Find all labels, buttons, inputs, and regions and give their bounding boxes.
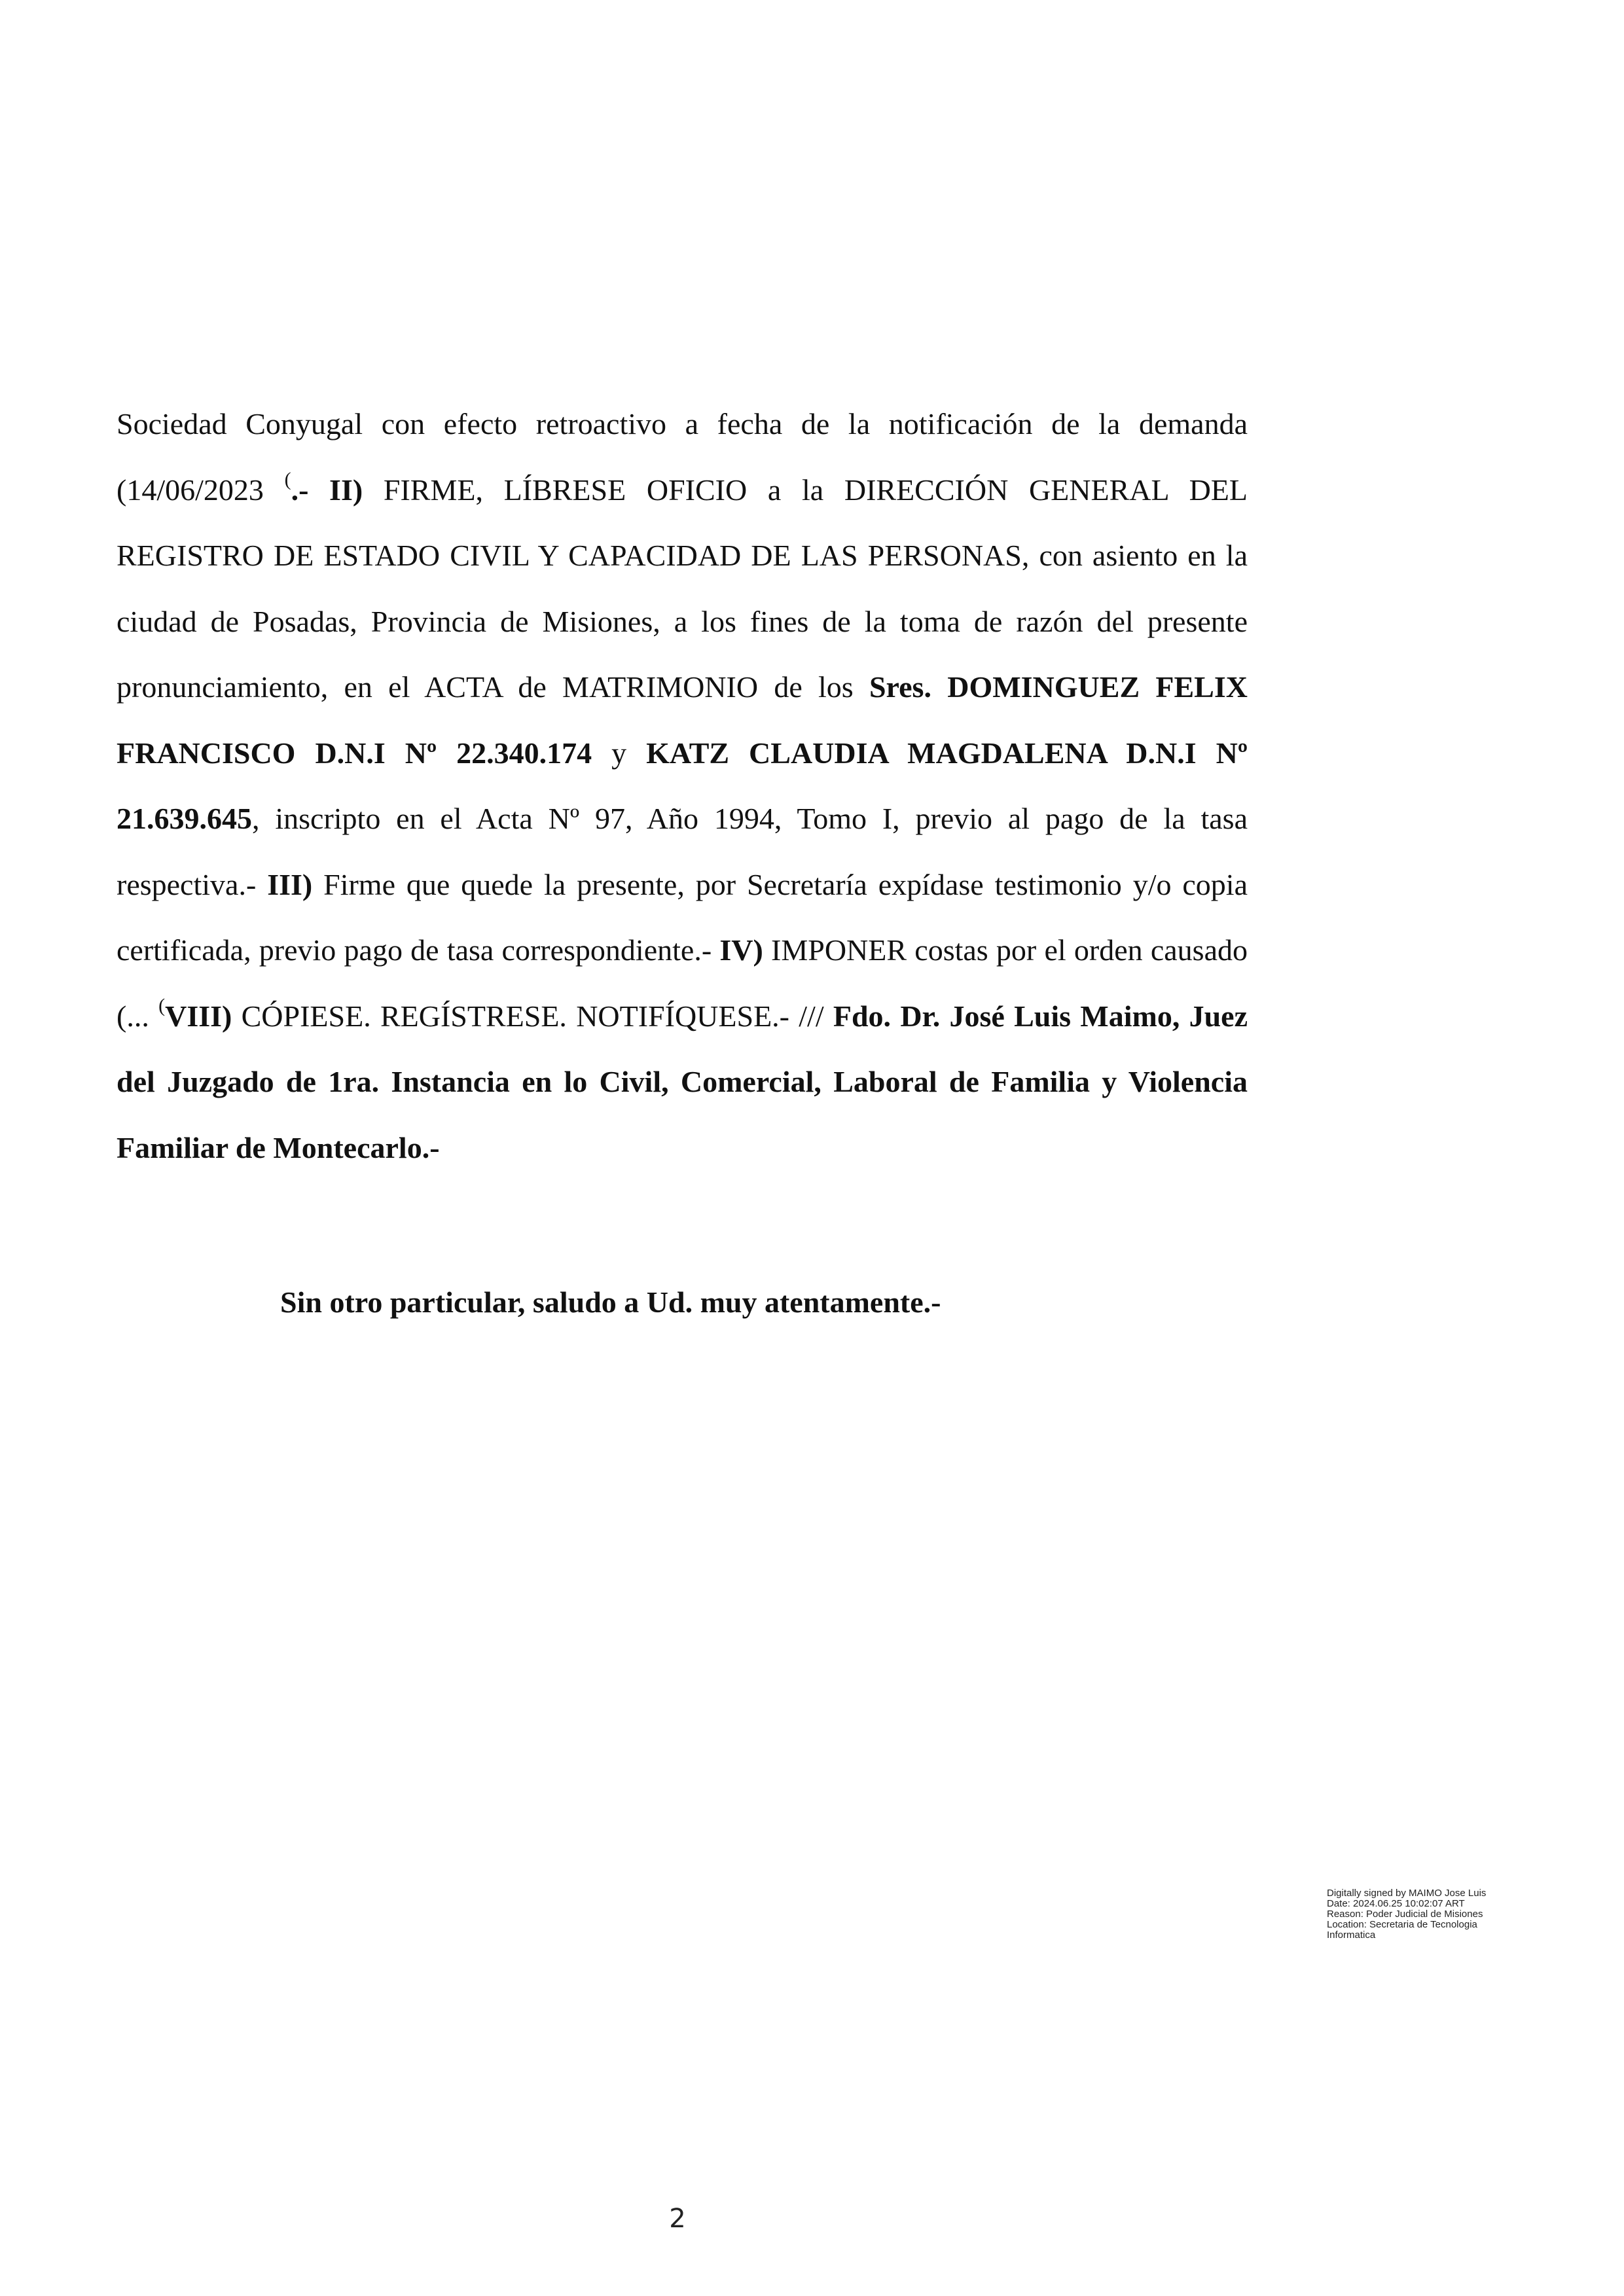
signature-date: Date: 2024.06.25 10:02:07 ART (1327, 1898, 1465, 1909)
footnote-parenthesis: ( (284, 468, 291, 490)
closing-line: Sin otro particular, saludo a Ud. muy atentamente.- (280, 1285, 941, 1319)
signature-reason: Reason: Poder Judicial de Misiones (1327, 1909, 1483, 1920)
party-name-1: Sres. DOMINGUEZ FELIX FRANCISCO D.N.I Nº 22.340.174 (117, 670, 1248, 770)
party-name-2: KATZ CLAUDIA MAGDALENA D.N.I Nº 21.639.645 (117, 736, 1248, 835)
judge-signature-text: Fdo. Dr. José Luis Maimo, Juez del Juzgado de 1ra. Instancia en lo Civil, Comercial, Laboral de Familia y Violencia Familiar de Montecarlo.- (117, 999, 1248, 1164)
signature-location-cont: Informatica (1327, 1929, 1376, 1941)
paragraph-text: FIRME, LÍBRESE OFICIO a la DIRECCIÓN GENERAL DEL REGISTRO DE ESTADO CIVIL Y CAPACIDAD DE LAS PERSONAS, con asiento en la ciudad de Posadas, Provincia de Misiones, a los fines de la toma de razón del presente pronunciamiento, en el ACTA de MATRIMONIO de los (117, 473, 1248, 704)
paragraph-bold-text: .- II) (291, 473, 363, 507)
paragraph-bold-text: III) (267, 867, 313, 901)
signature-location: Location: Secretaria de Tecnologia (1327, 1919, 1477, 1930)
paragraph-text: , inscripto en el Acta Nº 97, Año 1994, Tomo I, previo al pago de la tasa respectiva.- (117, 802, 1248, 901)
paragraph-text: y (592, 736, 647, 770)
paragraph-text: IMPONER costas por el orden causado (... (117, 933, 1248, 1033)
paragraph-bold-text: IV) (719, 933, 763, 967)
paragraph-text: Firme que quede la presente, por Secretaría expídase testimonio y/o copia certificada, previo pago de tasa correspondiente.- (117, 867, 1248, 967)
footnote-parenthesis: ( (158, 994, 166, 1016)
paragraph-text: Sociedad Conyugal con efecto retroactivo a fecha de la notificación de la demanda (14/06/2023 (117, 407, 1248, 507)
paragraph-bold-text: VIII) (165, 999, 232, 1033)
signature-signer: Digitally signed by MAIMO Jose Luis (1327, 1888, 1487, 1899)
digital-signature-block (1327, 1888, 1543, 1941)
paragraph-text: CÓPIESE. REGÍSTRESE. NOTIFÍQUESE.- /// (232, 999, 833, 1033)
resolution-paragraph (117, 391, 1248, 1181)
page-number: 2 (669, 2204, 686, 2234)
